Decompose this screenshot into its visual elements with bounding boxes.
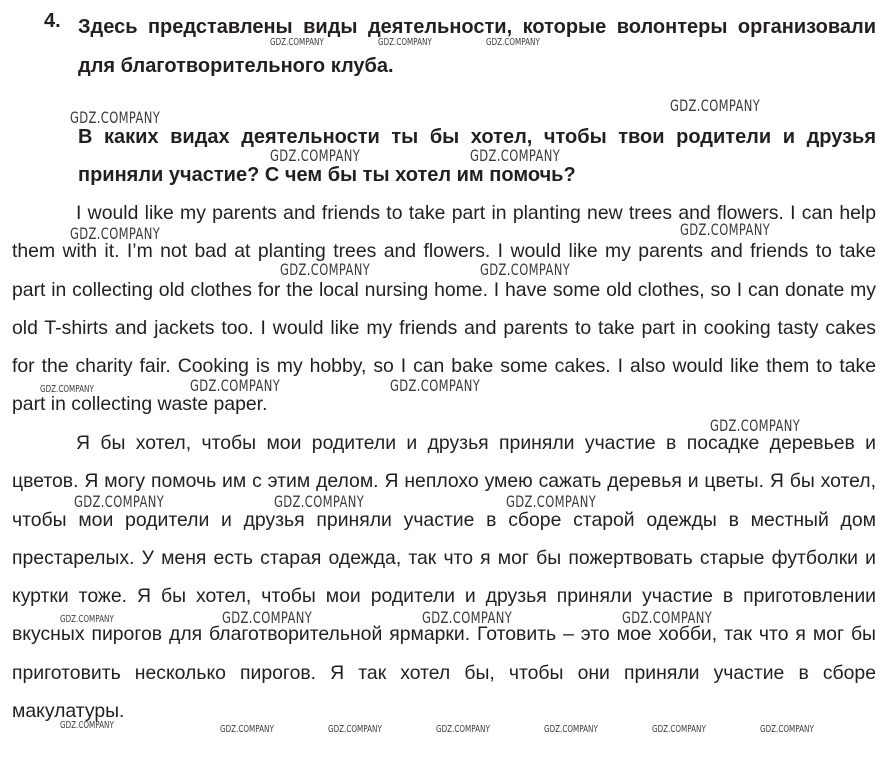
watermark: GDZ.COMPANY (270, 37, 324, 48)
watermark: GDZ.COMPANY (270, 146, 361, 165)
watermark: GDZ.COMPANY (506, 492, 597, 511)
watermark: GDZ.COMPANY (470, 146, 561, 165)
watermark: GDZ.COMPANY (680, 220, 771, 239)
watermark: GDZ.COMPANY (622, 608, 713, 627)
watermark: GDZ.COMPANY (274, 492, 365, 511)
task-instruction: Здесь представлены виды деятельности, которые волонтеры организовали для благотворительного клуба. (78, 16, 876, 77)
watermark: GDZ.COMPANY (70, 108, 161, 127)
watermark: GDZ.COMPANY (60, 720, 114, 731)
watermark: GDZ.COMPANY (220, 724, 274, 735)
watermark: GDZ.COMPANY (190, 376, 281, 395)
watermark: GDZ.COMPANY (60, 614, 114, 625)
watermark: GDZ.COMPANY (222, 608, 313, 627)
watermark: GDZ.COMPANY (710, 416, 801, 435)
watermark: GDZ.COMPANY (670, 96, 761, 115)
watermark: GDZ.COMPANY (74, 492, 165, 511)
watermark: GDZ.COMPANY (390, 376, 481, 395)
answer-english-paragraph: I would like my parents and friends to take part in planting new trees and flowers. I can help them with it. I’m not bad at planting trees and flowers. I would like my parents and friends to take part in collecting old clothes for the local nursing home. I have some old clothes, so I can donate my old T-shirts and jackets too. I would like my friends and parents to take part in cooking tasty cakes for the charity fair. Cooking is my hobby, so I can bake some cakes. I also would like them to take part in collecting waste paper. (12, 202, 876, 416)
task-number: 4. (44, 10, 61, 32)
watermark: GDZ.COMPANY (40, 384, 94, 395)
watermark: GDZ.COMPANY (422, 608, 513, 627)
watermark: GDZ.COMPANY (70, 224, 161, 243)
watermark: GDZ.COMPANY (378, 37, 432, 48)
watermark: GDZ.COMPANY (544, 724, 598, 735)
answer-russian-paragraph: Я бы хотел, чтобы мои родители и друзья приняли участие в посадке деревьев и цветов. Я могу помочь им с этим делом. Я неплохо умею сажать деревья и цветы. Я бы хотел, чтобы мои родители и друзья приняли участие в сборе старой одежды в местный дом престарелых. У меня есть старая одежда, так что я мог бы пожертвовать старые футболки и куртки тоже. Я бы хотел, чтобы мои родители и друзья приняли участие в приготовлении вкусных пирогов для благотворительной ярмарки. Готовить – это мое хобби, так что я мог бы приготовить несколько пирогов. Я так хотел бы, чтобы они приняли участие в сборе макулатуры. (12, 432, 876, 723)
task-question: В каких видах деятельности ты бы хотел, чтобы твои родители и друзья приняли участие? С чем бы ты хотел им помочь? (78, 126, 876, 186)
watermark: GDZ.COMPANY (280, 260, 371, 279)
watermark: GDZ.COMPANY (486, 37, 540, 48)
watermark: GDZ.COMPANY (652, 724, 706, 735)
watermark: GDZ.COMPANY (328, 724, 382, 735)
watermark: GDZ.COMPANY (760, 724, 814, 735)
watermark: GDZ.COMPANY (480, 260, 571, 279)
watermark: GDZ.COMPANY (436, 724, 490, 735)
